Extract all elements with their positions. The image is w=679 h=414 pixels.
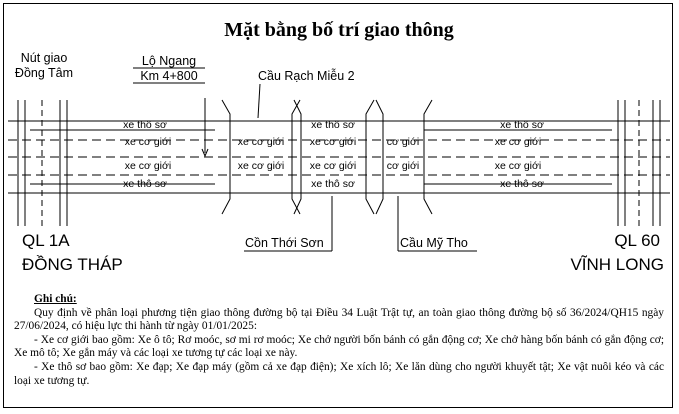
km-label: Km 4+800: [140, 69, 198, 83]
notes-paragraph-2: - Xe cơ giới bao gồm: Xe ô tô; Rơ moóc, sơ mi rơ moóc; Xe chở người bốn bánh có gắn động cơ; Xe chở hàng bốn bánh có gắn động cơ; Xe mô tô; Xe gắn máy và các loại xe tương tự các loại xe này.: [14, 333, 664, 360]
lane-label-right-tho-so-bottom: xe thô sơ: [500, 178, 544, 190]
lane-label-bridge1-co-gioi-bottom: xe cơ giới: [237, 160, 285, 172]
lo-ngang-label: Lộ Ngang: [141, 54, 197, 68]
notes-section: [14, 293, 664, 388]
lane-label-right-tho-so-top: xe thô sơ: [500, 119, 544, 131]
lane-label-right-co-gioi-bottom: xe cơ giới: [494, 160, 542, 172]
ql1a-label: QL 1A: [22, 231, 70, 250]
lane-label-bridge2-tho-so-bottom: xe thô sơ: [311, 178, 355, 190]
lane-label-bridge2-co-gioi-top: xe cơ giới: [309, 136, 357, 148]
lane-label-left-tho-so-top: xe thô sơ: [123, 119, 167, 131]
vinh-long-label: VĨNH LONG: [570, 255, 664, 274]
notes-paragraph-3: - Xe thô sơ bao gồm: Xe đạp; Xe đạp máy (gồm cả xe đạp điện); Xe xích lô; Xe lăn dùng cho người khuyết tật; Xe vật nuôi kéo và các loại xe tương tự.: [14, 360, 664, 387]
lane-label-left-co-gioi-bottom: xe cơ giới: [124, 160, 172, 172]
lane-label-bridge2-tho-so-top: xe thô sơ: [311, 119, 355, 131]
nut-giao-label-line1: Nút giao: [20, 51, 68, 65]
notes-heading: Ghi chú:: [34, 293, 77, 305]
cau-rach-mieu-label: Cầu Rạch Miễu 2: [258, 69, 355, 83]
lane-label-right-co-gioi-top: xe cơ giới: [494, 136, 542, 148]
notes-paragraph-1: Quy định về phân loại phương tiện giao thông đường bộ tại Điều 34 Luật Trật tự, an toàn giao thông đường bộ số 36/2024/QH15 ngày 27/06/2024, có hiệu lực thi hành từ ngày 01/01/2025:: [14, 306, 664, 333]
cau-rach-mieu-leader: [258, 84, 260, 118]
lane-label-bridge2-co-gioi-bottom: xe cơ giới: [309, 160, 357, 172]
lane-label-bridge3-co-gioi-bottom: cơ giới: [386, 160, 420, 172]
diagram-title: Mặt bằng bố trí giao thông: [224, 19, 454, 41]
lane-label-bridge3-co-gioi-top: cơ giới: [386, 136, 420, 148]
dong-thap-label: ĐỒNG THÁP: [22, 255, 123, 274]
lane-label-left-tho-so-bottom: xe thô sơ: [123, 178, 167, 190]
cau-my-tho-label: Cầu Mỹ Tho: [400, 236, 468, 250]
lane-label-bridge1-co-gioi-top: xe cơ giới: [237, 136, 285, 148]
con-thoi-son-label: Cồn Thới Sơn: [245, 236, 324, 250]
lane-label-left-co-gioi-top: xe cơ giới: [124, 136, 172, 148]
nut-giao-label-line2: Đồng Tâm: [14, 66, 74, 80]
ql60-label: QL 60: [614, 231, 660, 250]
